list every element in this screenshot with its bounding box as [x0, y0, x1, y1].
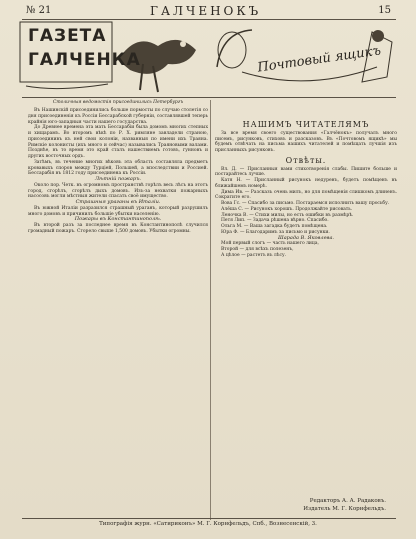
answer-item: Вл. Д. — Присланныя вами стихотворенія слабы. Пишите больше и постарайтесь лучше. [215, 166, 397, 178]
readers-title: НАШИМЪ ЧИТАТЕЛЯМЪ [242, 120, 370, 129]
left-column [28, 108, 208, 235]
section-title: Пожары въ Константинополѣ. [74, 216, 162, 223]
poem-line: Мой первый слогъ — часть нашего лица, [221, 241, 319, 247]
answer-item: Петя Лип. — Задача рѣшена вѣрно. Спасибо. [221, 218, 329, 224]
answers-title: Отвѣты. [285, 155, 327, 165]
mailbox-banner [212, 22, 402, 92]
answer-item: Леночка В. — Стихи милы, но есть ошибки въ размѣрѣ. [221, 212, 354, 218]
issue-number: № 21 [26, 5, 52, 16]
magazine-title: ГАЛЧЕНОКЪ [150, 4, 262, 18]
answer-item: Вова Гс. — Спасибо за письмо. Постараемся исполнить вашу просьбу. [221, 201, 390, 206]
left-caption: Столичныя ведомостія присоединились Петербургъ [52, 100, 184, 105]
page-number: 15 [378, 5, 391, 16]
answer-item: Катя Н. — Присланный рисунокъ недуренъ, будетъ помѣщенъ въ ближайшемъ номерѣ. [215, 178, 397, 189]
readers-intro: За все время своего существования «Галчёнокъ» получалъ много писемъ, рисунковъ, стиховъ и разсказовъ. Въ «Почтовомъ ящикѣ» мы будемъ отвѣчать на письма нашихъ читателей и помѣщать лучшія изъ присланныхъ рисунковъ. [215, 130, 397, 153]
mailbox-title: Почтовый ящикъ [256, 43, 382, 76]
poem-line: Второй — для всѣхъ полезенъ, [221, 247, 294, 252]
left-paragraph: Около пор. Четк. въ огромномъ пространствѣ горѣлъ весь лѣсъ на этотъ город, сгорѣлъ, сгорѣлъ дыхъ домовъ. Изъ-за нехватки пожарныхъ насосовъ могли мѣстныя жители спасать своё имущество. [28, 182, 208, 200]
answer-item: Ольга М. — Ваша загадка будетъ помѣщена. [221, 224, 328, 229]
mast-rule [22, 97, 396, 98]
masthead-line1: ГАЗЕТА [28, 26, 107, 46]
section-title: Лѣтній пожаръ. [94, 176, 142, 182]
answer-item: Юра Ф. — Благодаримъ за письмо и рисунки. [221, 229, 330, 235]
colophon: Типографія журн. «Сатириконъ» М. Г. Корнфельдъ, Спб., Вознесенскій, 3. [99, 521, 317, 527]
left-paragraph: Въ Нашинскій присоединились больше пормосты по случаю столетія со дня присоединенія къ Россіи Бессарабской губерніи, составлявшей теперь крайнія юго-западныя части нашего государства. [28, 108, 208, 125]
column-divider [210, 100, 211, 520]
footer-rule [22, 518, 396, 519]
masthead-illustration [18, 20, 203, 98]
left-paragraph: Въ южной Италіи разразился страшный ураганъ, который разрушилъ много домовъ и причинилъ большіе убытки населенію. [28, 205, 208, 217]
answer-item: Алёша С. — Рисунокъ хорошъ. Продолжайте рисовать. [221, 206, 353, 212]
editor-credit: Редакторъ А. А. Радаковъ. [309, 498, 386, 504]
poem-title: Шарада В. Яковлева. [277, 234, 335, 241]
masthead-line2: ГАЛЧЕНКА [28, 50, 141, 70]
publisher-credit: Издатель М. Г. Корнфельдъ. [303, 506, 386, 512]
poem-line: А цѣлое — растетъ въ лѣсу. [221, 252, 287, 258]
section-title: Страшныя ураганы въ Италіи. [75, 199, 161, 205]
left-paragraph: Въ второй разъ за последнее время въ Константинополѣ случился громадный пожаръ. Сгорело свыше 1,500 домовъ. Убытки огромны. [28, 223, 208, 234]
left-paragraph: До Древнее времена эта мать Бессарабіи была домомъ многих степных и хищарамъ. Во второмъ вѣкѣ по Р. X. римляне завладели страною, присоединивъ къ ней свои колоніи, названныя по имени ихъ Траяна. Римскіе колонисты (ихъ много и сейчас) назывались Траяновыми валами. Позднѣе, въ то время это край сталъ нашествиемъ готовъ, гунновъ и других восточных ордъ. [28, 125, 208, 159]
answer-item: Дима Ив. — Разсказъ очень милъ, но для помѣщенія слишкомъ длиненъ. Сократите его. [215, 189, 397, 201]
left-paragraph: Затѣмъ, въ течение многих вѣковъ эта область составляла предметъ кровавыхъ споров между Турціей, Польшей, а впоследствии и Россией. Бессарабія въ 1812 году присоединена къ Россіи. [28, 159, 208, 177]
right-column [215, 122, 397, 259]
